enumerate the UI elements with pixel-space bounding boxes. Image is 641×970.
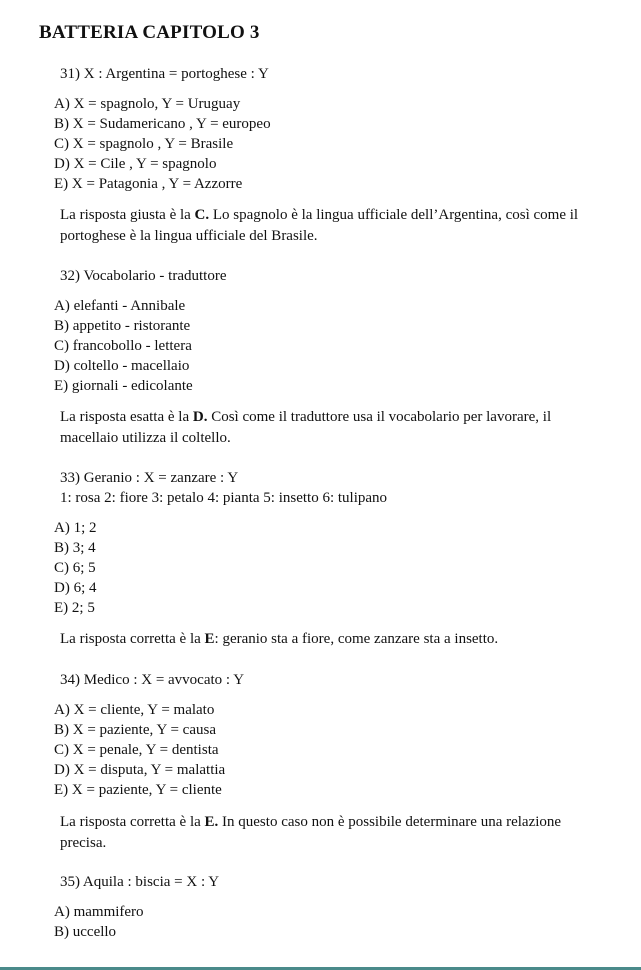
question-32-option-d: D) coltello - macellaio — [54, 358, 190, 374]
question-33-choices-key: 1: rosa 2: fiore 3: petalo 4: pianta 5: insetto 6: tulipano — [60, 490, 388, 506]
question-34-option-b: B) X = paziente, Y = causa — [54, 722, 216, 738]
question-31-option-d: D) X = Cile , Y = spagnolo — [54, 156, 217, 172]
answer-explanation: Lo spagnolo è la lingua ufficiale dell’Argentina, così come il portoghese è la lingua ufficiale del Brasile. — [60, 207, 579, 244]
question-33-option-e: E) 2; 5 — [54, 600, 95, 616]
answer-letter: C. — [194, 207, 210, 223]
answer-intro: La risposta esatta è la — [60, 409, 193, 425]
question-34-stem: 34) Medico : X = avvocato : Y — [60, 672, 245, 688]
question-35-option-b: B) uccello — [54, 924, 117, 940]
question-31-stem: 31) X : Argentina = portoghese : Y — [60, 66, 269, 82]
answer-explanation: Così come il traduttore usa il vocabolario per lavorare, il macellaio utilizza il coltello. — [60, 409, 552, 446]
chapter-title: BATTERIA CAPITOLO 3 — [39, 22, 260, 43]
answer-letter: E — [204, 631, 215, 647]
question-32-option-e: E) giornali - edicolante — [54, 378, 193, 394]
question-34-option-d: D) X = disputa, Y = malattia — [54, 762, 226, 778]
answer-intro: La risposta corretta è la — [60, 814, 205, 830]
question-31-option-e: E) X = Patagonia , Y = Azzorre — [54, 176, 243, 192]
question-32-option-c: C) francobollo - lettera — [54, 338, 192, 354]
answer-explanation: In questo caso non è possibile determinare una relazione precisa. — [60, 814, 562, 851]
question-34-option-c: C) X = penale, Y = dentista — [54, 742, 219, 758]
question-34-option-a: A) X = cliente, Y = malato — [54, 702, 215, 718]
question-32-answer — [60, 407, 580, 449]
question-32-stem: 32) Vocabolario - traduttore — [60, 268, 227, 284]
question-31-answer — [60, 205, 580, 247]
answer-explanation: : geranio sta a fiore, come zanzare sta a insetto. — [214, 631, 499, 647]
question-31-option-c: C) X = spagnolo , Y = Brasile — [54, 136, 234, 152]
question-32-option-a: A) elefanti - Annibale — [54, 298, 186, 314]
question-31-option-a: A) X = spagnolo, Y = Uruguay — [54, 96, 241, 112]
question-35-stem: 35) Aquila : biscia = X : Y — [60, 874, 220, 890]
question-33-option-a: A) 1; 2 — [54, 520, 97, 536]
question-33-stem: 33) Geranio : X = zanzare : Y — [60, 470, 239, 486]
question-35-option-a: A) mammifero — [54, 904, 144, 920]
question-33-option-c: C) 6; 5 — [54, 560, 96, 576]
question-31-option-b: B) X = Sudamericano , Y = europeo — [54, 116, 271, 132]
answer-intro: La risposta corretta è la — [60, 631, 205, 647]
question-33-option-b: B) 3; 4 — [54, 540, 96, 556]
question-33-option-d: D) 6; 4 — [54, 580, 97, 596]
question-34-option-e: E) X = paziente, Y = cliente — [54, 782, 222, 798]
question-34-answer — [60, 812, 580, 854]
question-33-answer — [60, 629, 580, 650]
answer-letter: D. — [192, 409, 208, 425]
question-32-option-b: B) appetito - ristorante — [54, 318, 191, 334]
answer-intro: La risposta giusta è la — [60, 207, 195, 223]
answer-letter: E. — [204, 814, 219, 830]
